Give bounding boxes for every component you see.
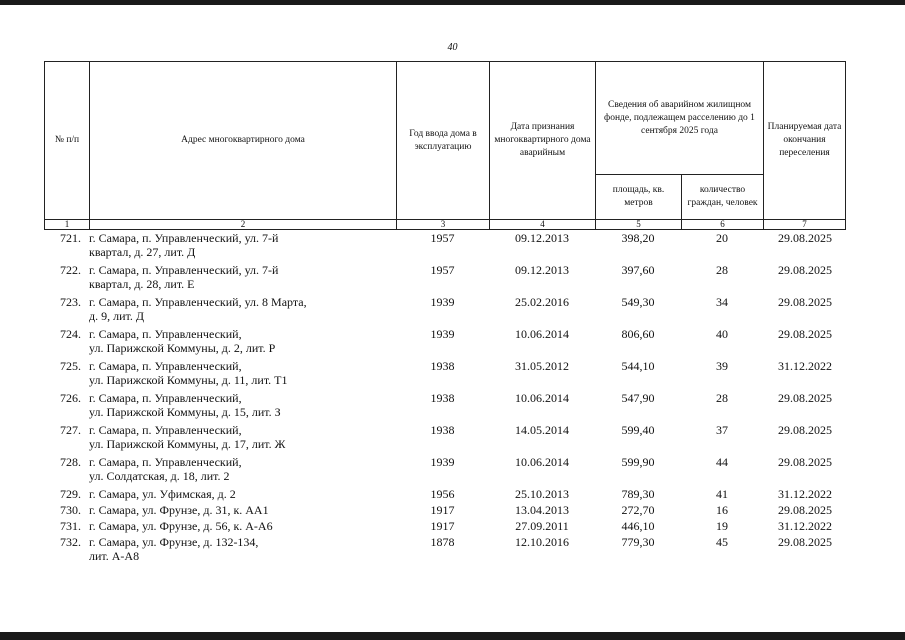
address-line: д. 9, лит. Д: [89, 309, 145, 323]
row-number: 722.: [60, 263, 81, 277]
row-address: [89, 455, 396, 487]
header-index: 7: [764, 220, 846, 230]
address-line: ул. Солдатская, д. 18, лит. 2: [89, 469, 230, 483]
row-year: 1917: [430, 503, 455, 517]
row-address: [89, 263, 396, 295]
row-planned-date: 29.08.2025: [778, 231, 832, 245]
table-row: [44, 535, 845, 567]
row-number: 731.: [60, 519, 81, 533]
address-line: квартал, д. 28, лит. Е: [89, 277, 195, 291]
row-year: 1938: [430, 359, 455, 373]
table-row: [44, 487, 845, 503]
address-line: г. Самара, ул. Фрунзе, д. 132-134,: [89, 535, 259, 549]
row-area: 789,30: [621, 487, 655, 501]
row-recognition-date: 10.06.2014: [515, 391, 569, 405]
header-people: количество граждан, человек: [682, 175, 764, 220]
header-index: 2: [90, 220, 397, 230]
table-row: [44, 327, 845, 359]
header-year: Год ввода дома в эксплуатацию: [397, 62, 490, 220]
address-line: г. Самара, п. Управленческий,: [89, 359, 242, 373]
row-planned-date: 31.12.2022: [778, 359, 832, 373]
header-index: 6: [682, 220, 764, 230]
row-people: 41: [716, 487, 728, 501]
row-people: 20: [716, 231, 728, 245]
row-recognition-date: 12.10.2016: [515, 535, 569, 549]
address-line: квартал, д. 27, лит. Д: [89, 245, 196, 259]
row-area: 779,30: [621, 535, 655, 549]
address-line: ул. Парижской Коммуны, д. 17, лит. Ж: [89, 437, 286, 451]
row-recognition-date: 10.06.2014: [515, 455, 569, 469]
row-area: 397,60: [621, 263, 655, 277]
row-number: 723.: [60, 295, 81, 309]
row-planned-date: 29.08.2025: [778, 327, 832, 341]
row-recognition-date: 14.05.2014: [515, 423, 569, 437]
row-address: [89, 535, 396, 567]
row-year: 1957: [430, 231, 455, 245]
row-number: 725.: [60, 359, 81, 373]
header-index: 5: [596, 220, 682, 230]
row-year: 1939: [430, 295, 455, 309]
row-number: 730.: [60, 503, 81, 517]
bottom-scan-rule: [0, 632, 905, 640]
header-index: 1: [45, 220, 90, 230]
row-year: 1917: [430, 519, 455, 533]
header-area: площадь, кв. метров: [596, 175, 682, 220]
table-row: [44, 455, 845, 487]
row-area: 599,40: [621, 423, 655, 437]
row-area: 446,10: [621, 519, 655, 533]
row-recognition-date: 10.06.2014: [515, 327, 569, 341]
top-scan-rule: [0, 0, 905, 5]
row-people: 45: [716, 535, 728, 549]
row-people: 28: [716, 391, 728, 405]
row-number: 727.: [60, 423, 81, 437]
table-row: [44, 263, 845, 295]
address-line: г. Самара, ул. Фрунзе, д. 56, к. А-А6: [89, 519, 273, 533]
row-address: [89, 295, 396, 327]
row-recognition-date: 25.10.2013: [515, 487, 569, 501]
row-recognition-date: 31.05.2012: [515, 359, 569, 373]
row-planned-date: 29.08.2025: [778, 535, 832, 549]
row-people: 39: [716, 359, 728, 373]
table-row: [44, 391, 845, 423]
address-line: г. Самара, ул. Фрунзе, д. 31, к. АА1: [89, 503, 269, 517]
row-recognition-date: 09.12.2013: [515, 263, 569, 277]
header-index: 4: [490, 220, 596, 230]
row-year: 1939: [430, 455, 455, 469]
header-index: 3: [397, 220, 490, 230]
address-line: ул. Парижской Коммуны, д. 15, лит. З: [89, 405, 281, 419]
housing-table-body: [44, 231, 845, 567]
table-row: [44, 295, 845, 327]
row-people: 34: [716, 295, 728, 309]
header-recognition-date: Дата признания многоквартирного дома аварийным: [490, 62, 596, 220]
row-area: 272,70: [621, 503, 655, 517]
table-row: [44, 231, 845, 263]
row-address: [89, 231, 396, 263]
row-people: 28: [716, 263, 728, 277]
address-line: г. Самара, п. Управленческий, ул. 8 Марта,: [89, 295, 307, 309]
row-year: 1938: [430, 423, 455, 437]
address-line: г. Самара, ул. Уфимская, д. 2: [89, 487, 236, 501]
row-number: 728.: [60, 455, 81, 469]
address-line: ул. Парижской Коммуны, д. 2, лит. Р: [89, 341, 276, 355]
row-area: 549,30: [621, 295, 655, 309]
row-number: 729.: [60, 487, 81, 501]
header-emergency-info: Сведения об аварийном жилищном фонде, подлежащем расселению до 1 сентября 2025 года: [596, 62, 764, 175]
row-address: [89, 519, 396, 535]
table-row: [44, 423, 845, 455]
row-people: 16: [716, 503, 728, 517]
row-address: [89, 503, 396, 519]
address-line: г. Самара, п. Управленческий,: [89, 327, 242, 341]
address-line: г. Самара, п. Управленческий,: [89, 455, 242, 469]
row-planned-date: 31.12.2022: [778, 519, 832, 533]
row-area: 806,60: [621, 327, 655, 341]
row-address: [89, 423, 396, 455]
row-people: 44: [716, 455, 728, 469]
row-area: 544,10: [621, 359, 655, 373]
header-address: Адрес многоквартирного дома: [90, 62, 397, 220]
row-planned-date: 29.08.2025: [778, 455, 832, 469]
address-line: г. Самара, п. Управленческий, ул. 7-й: [89, 263, 279, 277]
row-number: 721.: [60, 231, 81, 245]
table-row: [44, 519, 845, 535]
row-address: [89, 391, 396, 423]
row-planned-date: 29.08.2025: [778, 503, 832, 517]
header-num: № п/п: [45, 62, 90, 220]
row-year: 1956: [430, 487, 455, 501]
header-planned-date: Планируемая дата окончания переселения: [764, 62, 846, 220]
row-planned-date: 29.08.2025: [778, 391, 832, 405]
row-number: 732.: [60, 535, 81, 549]
row-recognition-date: 13.04.2013: [515, 503, 569, 517]
table-row: [44, 359, 845, 391]
address-line: лит. А-А8: [89, 549, 140, 563]
row-planned-date: 29.08.2025: [778, 423, 832, 437]
row-recognition-date: 25.02.2016: [515, 295, 569, 309]
row-area: 398,20: [621, 231, 655, 245]
address-line: г. Самара, п. Управленческий,: [89, 423, 242, 437]
row-number: 726.: [60, 391, 81, 405]
address-line: г. Самара, п. Управленческий,: [89, 391, 242, 405]
row-address: [89, 327, 396, 359]
row-people: 19: [716, 519, 728, 533]
row-year: 1938: [430, 391, 455, 405]
row-area: 547,90: [621, 391, 655, 405]
row-planned-date: 29.08.2025: [778, 263, 832, 277]
row-year: 1939: [430, 327, 455, 341]
row-address: [89, 487, 396, 503]
row-people: 37: [716, 423, 728, 437]
row-number: 724.: [60, 327, 81, 341]
address-line: ул. Парижской Коммуны, д. 11, лит. Т1: [89, 373, 288, 387]
row-recognition-date: 09.12.2013: [515, 231, 569, 245]
row-recognition-date: 27.09.2011: [515, 519, 569, 533]
row-year: 1878: [430, 535, 455, 549]
row-address: [89, 359, 396, 391]
row-people: 40: [716, 327, 728, 341]
row-planned-date: 31.12.2022: [778, 487, 832, 501]
address-line: г. Самара, п. Управленческий, ул. 7-й: [89, 231, 279, 245]
table-header: [44, 61, 846, 230]
page-number: 40: [447, 42, 458, 53]
row-area: 599,90: [621, 455, 655, 469]
row-planned-date: 29.08.2025: [778, 295, 832, 309]
row-year: 1957: [430, 263, 455, 277]
table-row: [44, 503, 845, 519]
